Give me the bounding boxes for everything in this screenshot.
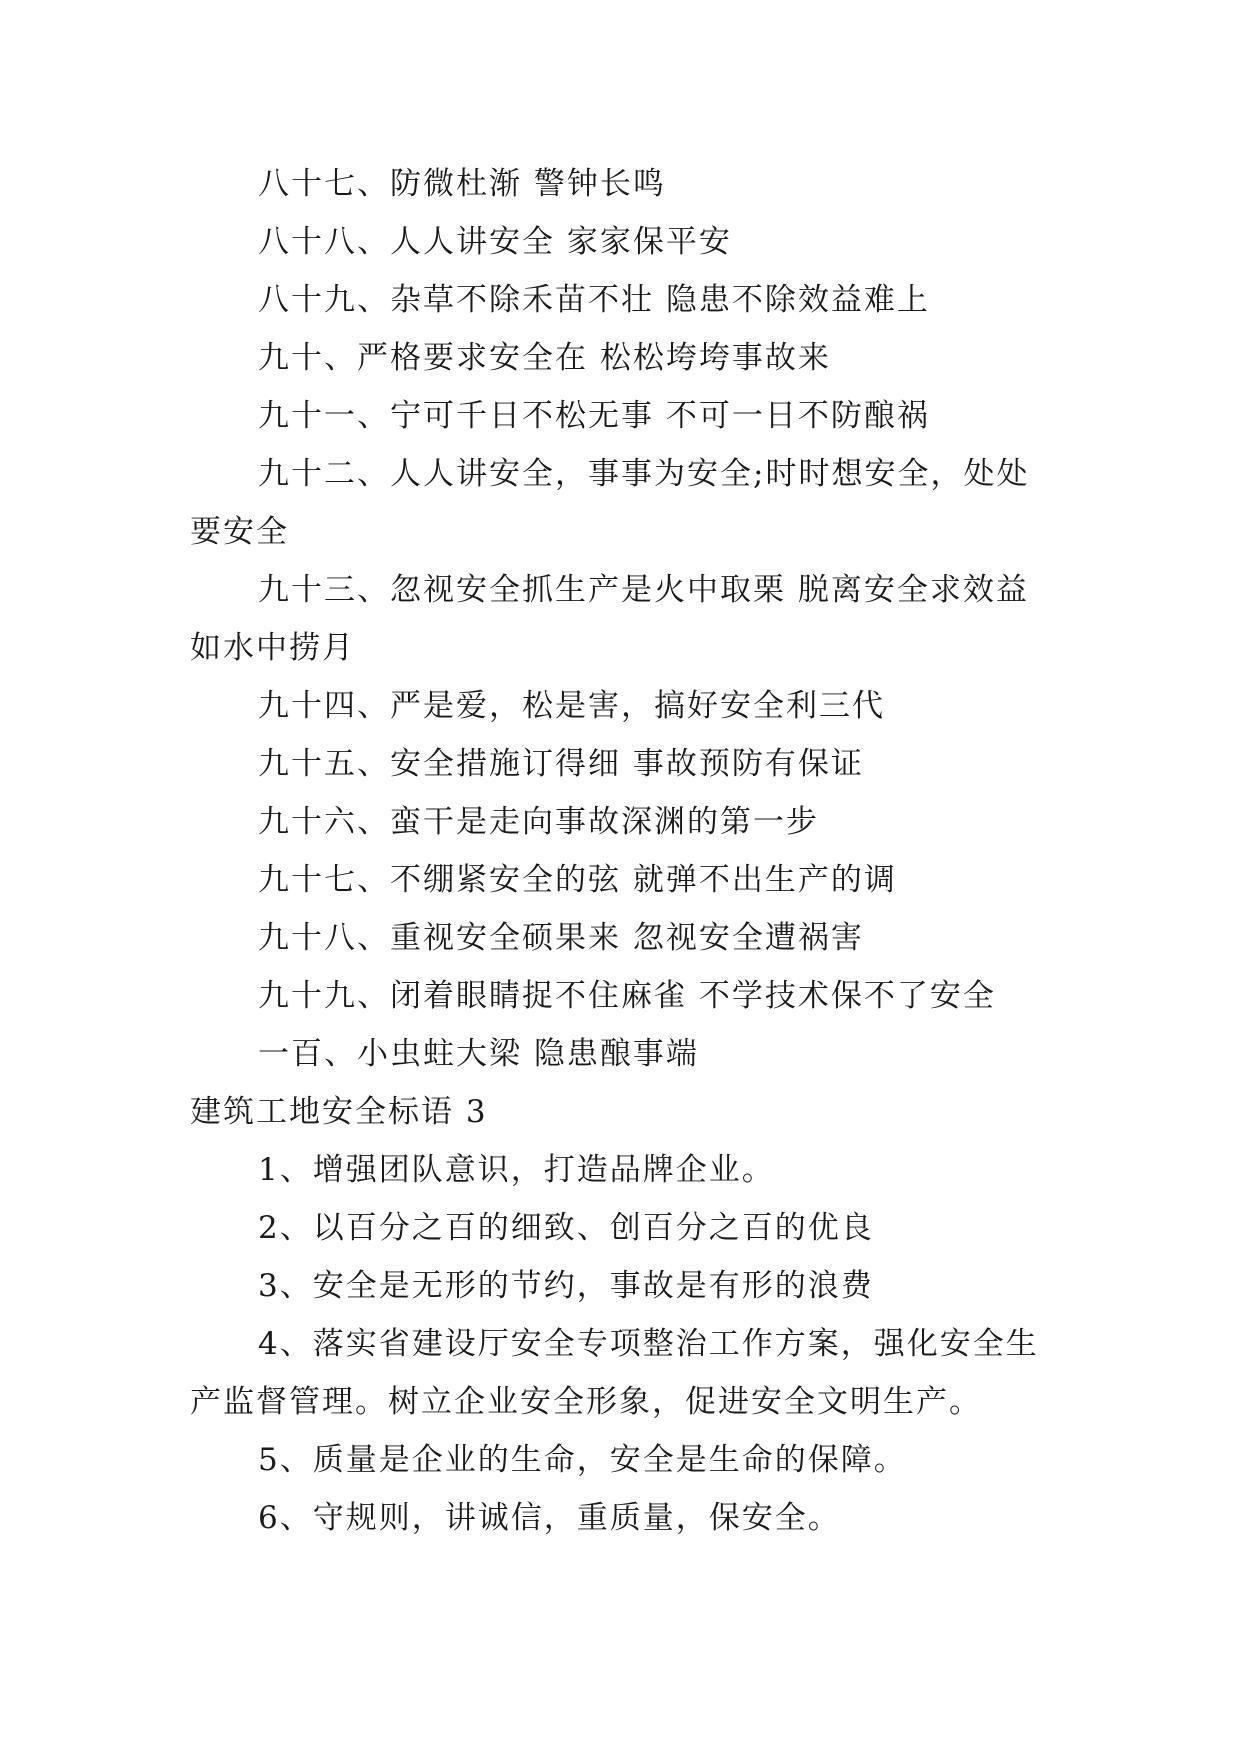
slogan-90: 九十、严格要求安全在 松松垮垮事故来 [258,340,831,376]
slogan-b-4: 4、落实省建设厅安全专项整治工作方案，强化安全生产监督管理。树立企业安全形象，促进安全文明生产。 [190,1326,1039,1420]
slogan-b-6: 6、守规则，讲诚信，重质量，保安全。 [258,1500,841,1536]
slogan-b-1: 1、增强团队意识，打造品牌企业。 [258,1152,775,1188]
slogan-b-3: 3、安全是无形的节约，事故是有形的浪费 [258,1268,874,1304]
slogan-91: 九十一、宁可千日不松无事 不可一日不防酿祸 [258,398,930,434]
slogan-96: 九十六、蛮干是走向事故深渊的第一步 [258,804,819,840]
document-page [190,155,1060,1547]
section-heading: 建筑工地安全标语 3 [190,1094,488,1130]
slogan-95: 九十五、安全措施订得细 事故预防有保证 [258,746,864,782]
slogan-87: 八十七、防微杜渐 警钟长鸣 [258,166,666,202]
slogan-97: 九十七、不绷紧安全的弦 就弹不出生产的调 [258,862,897,898]
slogan-92: 九十二、人人讲安全，事事为安全;时时想安全，处处要安全 [190,456,1030,550]
slogan-89: 八十九、杂草不除禾苗不壮 隐患不除效益难上 [258,282,930,318]
slogan-100: 一百、小虫蛀大梁 隐患酿事端 [258,1036,699,1072]
slogan-b-2: 2、以百分之百的细致、创百分之百的优良 [258,1210,874,1246]
slogan-b-5: 5、质量是企业的生命，安全是生命的保障。 [258,1442,907,1478]
slogan-98: 九十八、重视安全硕果来 忽视安全遭祸害 [258,920,864,956]
slogan-99: 九十九、闭着眼睛捉不住麻雀 不学技术保不了安全 [258,978,996,1014]
slogan-93: 九十三、忽视安全抓生产是火中取栗 脱离安全求效益如水中捞月 [190,572,1029,666]
slogan-94: 九十四、严是爱，松是害，搞好安全利三代 [258,688,885,724]
slogan-88: 八十八、人人讲安全 家家保平安 [258,224,732,260]
